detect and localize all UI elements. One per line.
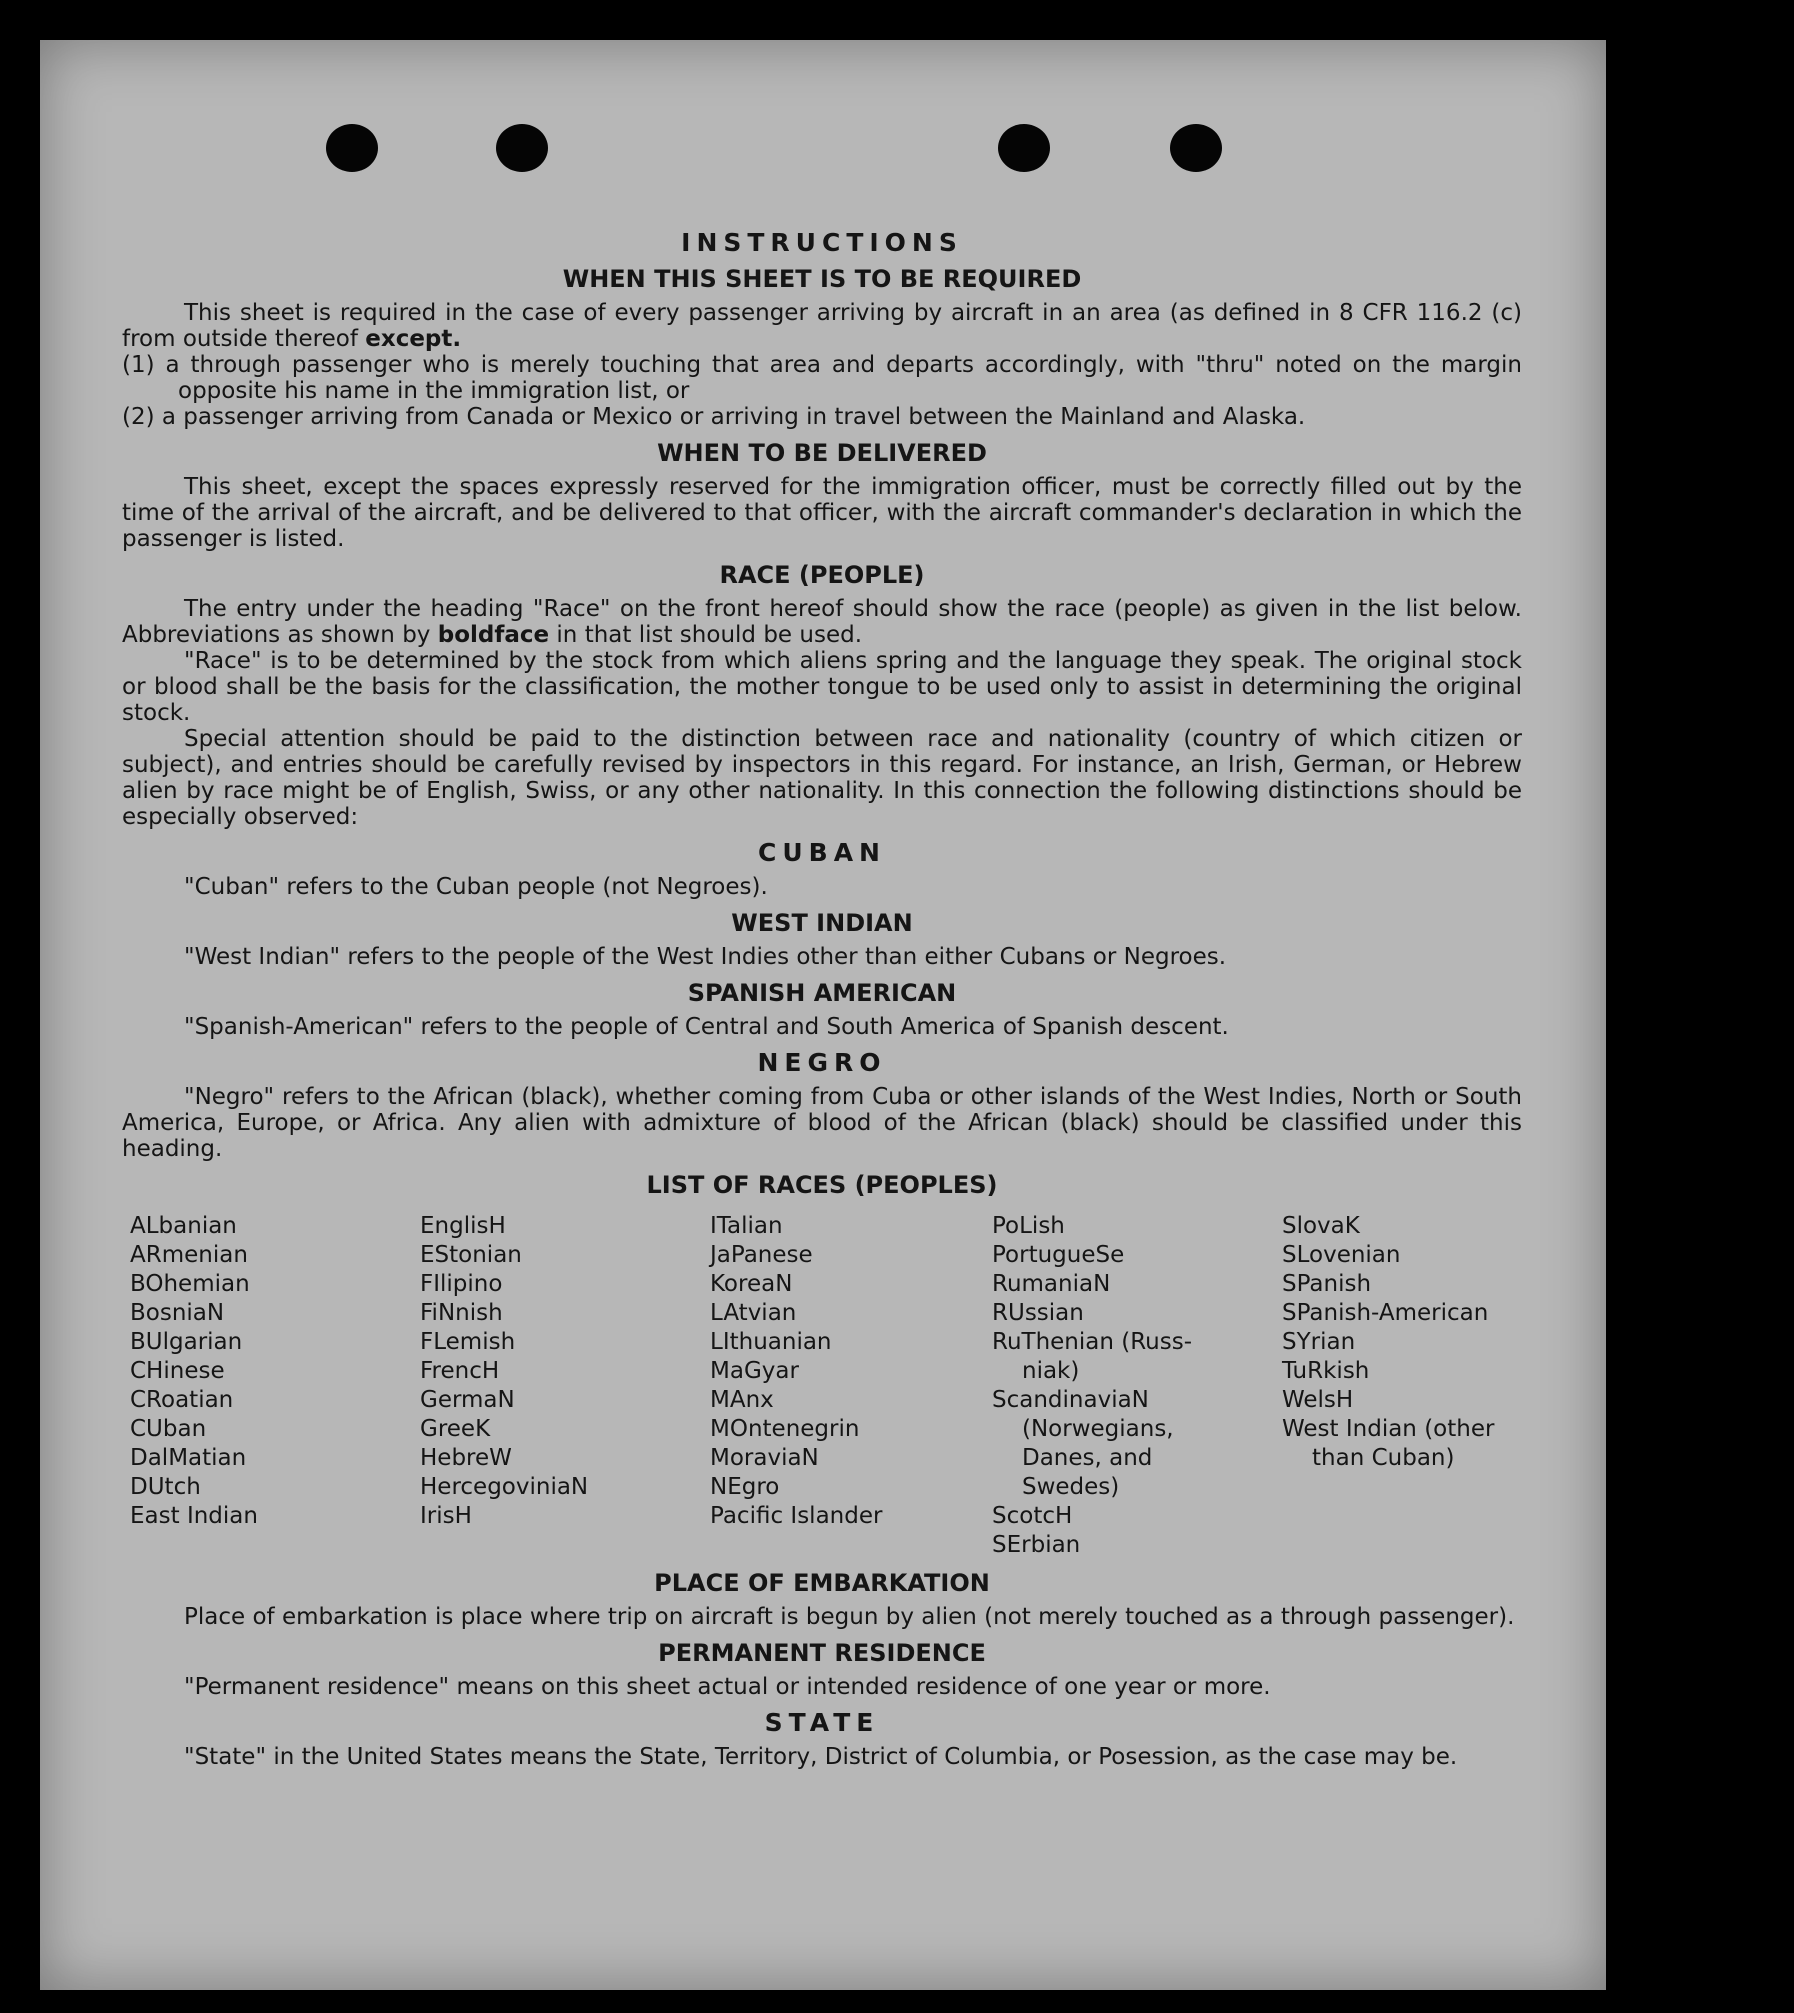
when-required-heading: WHEN THIS SHEET IS TO BE REQUIRED [562,265,1082,293]
races-column-3 [710,1212,992,1560]
race-item: ALbanian [130,1213,237,1239]
spanish-american-heading: SPANISH AMERICAN [687,979,957,1007]
when-delivered-paragraph: This sheet, except the spaces expressly reserved for the immigration officer, must be correctly filled out by the time of the arrival of the aircraft, and be delivered to that officer, with the aircraft commander's declaration in which the passenger is listed. [122,474,1522,552]
race-item: EnglisH [420,1213,506,1239]
race-item-continuation: niak) [1022,1358,1080,1384]
punch-hole [998,124,1050,172]
punch-hole [1170,124,1222,172]
race-item: East Indian [130,1503,258,1529]
races-list [130,1212,1522,1560]
race-item: BUlgarian [130,1329,243,1355]
race-item: DalMatian [130,1445,247,1471]
race-item: ARmenian [130,1242,248,1268]
spanish-american-paragraph: "Spanish-American" refers to the people of Central and South America of Spanish descent. [184,1014,1229,1040]
race-item: GermaN [420,1387,515,1413]
race-item: HebreW [420,1445,512,1471]
race-item-note: Swedes) [1022,1474,1120,1500]
race-item: HercegoviniaN [420,1474,589,1500]
punch-hole [496,124,548,172]
exception-item-2: (2) a passenger arriving from Canada or Mexico or arriving in travel between the Mainland and Alaska. [122,404,1306,430]
race-paragraph-3: Special attention should be paid to the distinction between race and nationality (country of which citizen or subject), and entries should be carefully revised by inspectors in this regard. For instance, an Irish, German, or Hebrew alien by race might be of English, Swiss, or any other nationality. In this connection the following distinctions should be especially observed: [122,726,1522,830]
race-item: BOhemian [130,1271,250,1297]
race-item: ScotcH [992,1503,1073,1529]
race-item: MAnx [710,1387,774,1413]
race-item: ScandinaviaN [992,1387,1149,1413]
state-heading: STATE [764,1708,880,1737]
race-item: RUssian [992,1300,1084,1326]
race-item: West Indian (other [1282,1416,1495,1442]
race-item: EStonian [420,1242,522,1268]
embarkation-paragraph: Place of embarkation is place where trip on aircraft is begun by alien (not merely touched as a through passenger). [184,1604,1515,1630]
race-paragraph-1: The entry under the heading "Race" on the front hereof should show the race (people) as given in the list below. Abbreviations as shown by boldface in that list should be used. [122,596,1522,648]
race-item: IrisH [420,1503,472,1529]
state-paragraph: "State" in the United States means the State, Territory, District of Columbia, or Posession, as the case may be. [184,1744,1458,1770]
race-item: DUtch [130,1474,201,1500]
race-item: FIlipino [420,1271,503,1297]
when-delivered-heading: WHEN TO BE DELIVERED [657,439,987,467]
race-item: SErbian [992,1532,1081,1558]
list-of-races-heading: LIST OF RACES (PEOPLES) [646,1171,998,1199]
race-item: CRoatian [130,1387,234,1413]
race-item-note: (Norwegians, [1022,1416,1174,1442]
race-item: LAtvian [710,1300,797,1326]
document-sheet [40,40,1606,1990]
race-item-note: Danes, and [1022,1445,1153,1471]
race-item: SYrian [1282,1329,1356,1355]
race-item: RumaniaN [992,1271,1111,1297]
race-item: CHinese [130,1358,225,1384]
race-item: TuRkish [1282,1358,1370,1384]
negro-paragraph: "Negro" refers to the African (black), whether coming from Cuba or other islands of the West Indies, North or South America, Europe, or Africa. Any alien with admixture of blood of the African (black) should be classified under this heading. [122,1084,1522,1162]
residence-heading: PERMANENT RESIDENCE [658,1639,986,1667]
residence-paragraph: "Permanent residence" means on this sheet actual or intended residence of one year or more. [184,1674,1271,1700]
race-item: Pacific Islander [710,1503,883,1529]
cuban-paragraph: "Cuban" refers to the Cuban people (not Negroes). [184,874,768,900]
race-item: MoraviaN [710,1445,819,1471]
race-item: SPanish-American [1282,1300,1489,1326]
race-item: RuThenian (Russ- [992,1329,1193,1355]
race-item: MaGyar [710,1358,799,1384]
race-item: FiNnish [420,1300,503,1326]
race-item: SPanish [1282,1271,1372,1297]
when-required-paragraph: This sheet is required in the case of every passenger arriving by aircraft in an area (as defined in 8 CFR 116.2 (c) from outside thereof except. [122,300,1522,352]
race-item: KoreaN [710,1271,793,1297]
cuban-heading: CUBAN [758,838,886,867]
west-indian-paragraph: "West Indian" refers to the people of the West Indies other than either Cubans or Negroes. [184,944,1227,970]
race-item: WelsH [1282,1387,1354,1413]
race-item: SlovaK [1282,1213,1360,1239]
race-item: CUban [130,1416,207,1442]
race-item: NEgro [710,1474,780,1500]
races-column-2 [420,1212,710,1560]
race-heading: RACE (PEOPLE) [719,561,925,589]
embarkation-heading: PLACE OF EMBARKATION [654,1569,990,1597]
race-item: JaPanese [710,1242,813,1268]
race-item: LIthuanian [710,1329,832,1355]
races-column-4 [992,1212,1282,1560]
race-item: SLovenian [1282,1242,1401,1268]
west-indian-heading: WEST INDIAN [731,909,913,937]
races-column-1 [130,1212,420,1560]
punch-hole [326,124,378,172]
race-item: FrencH [420,1358,500,1384]
race-item: MOntenegrin [710,1416,860,1442]
instructions-content [122,220,1522,1770]
race-item-continuation: than Cuban) [1312,1445,1455,1471]
negro-heading: NEGRO [757,1048,887,1077]
race-item: PortugueSe [992,1242,1125,1268]
race-item: PoLish [992,1213,1065,1239]
race-item: BosniaN [130,1300,225,1326]
races-column-5 [1282,1212,1530,1560]
race-item: ITalian [710,1213,783,1239]
race-item: FLemish [420,1329,516,1355]
race-paragraph-2: "Race" is to be determined by the stock from which aliens spring and the language they speak. The original stock or blood shall be the basis for the classification, the mother tongue to be used only to assist in determining the original stock. [122,648,1522,726]
race-item: GreeK [420,1416,491,1442]
exception-item-1: (1) a through passenger who is merely touching that area and departs accordingly, with "thru" noted on the margin opposite his name in the immigration list, or [122,352,1522,404]
instructions-title: INSTRUCTIONS [681,228,963,257]
